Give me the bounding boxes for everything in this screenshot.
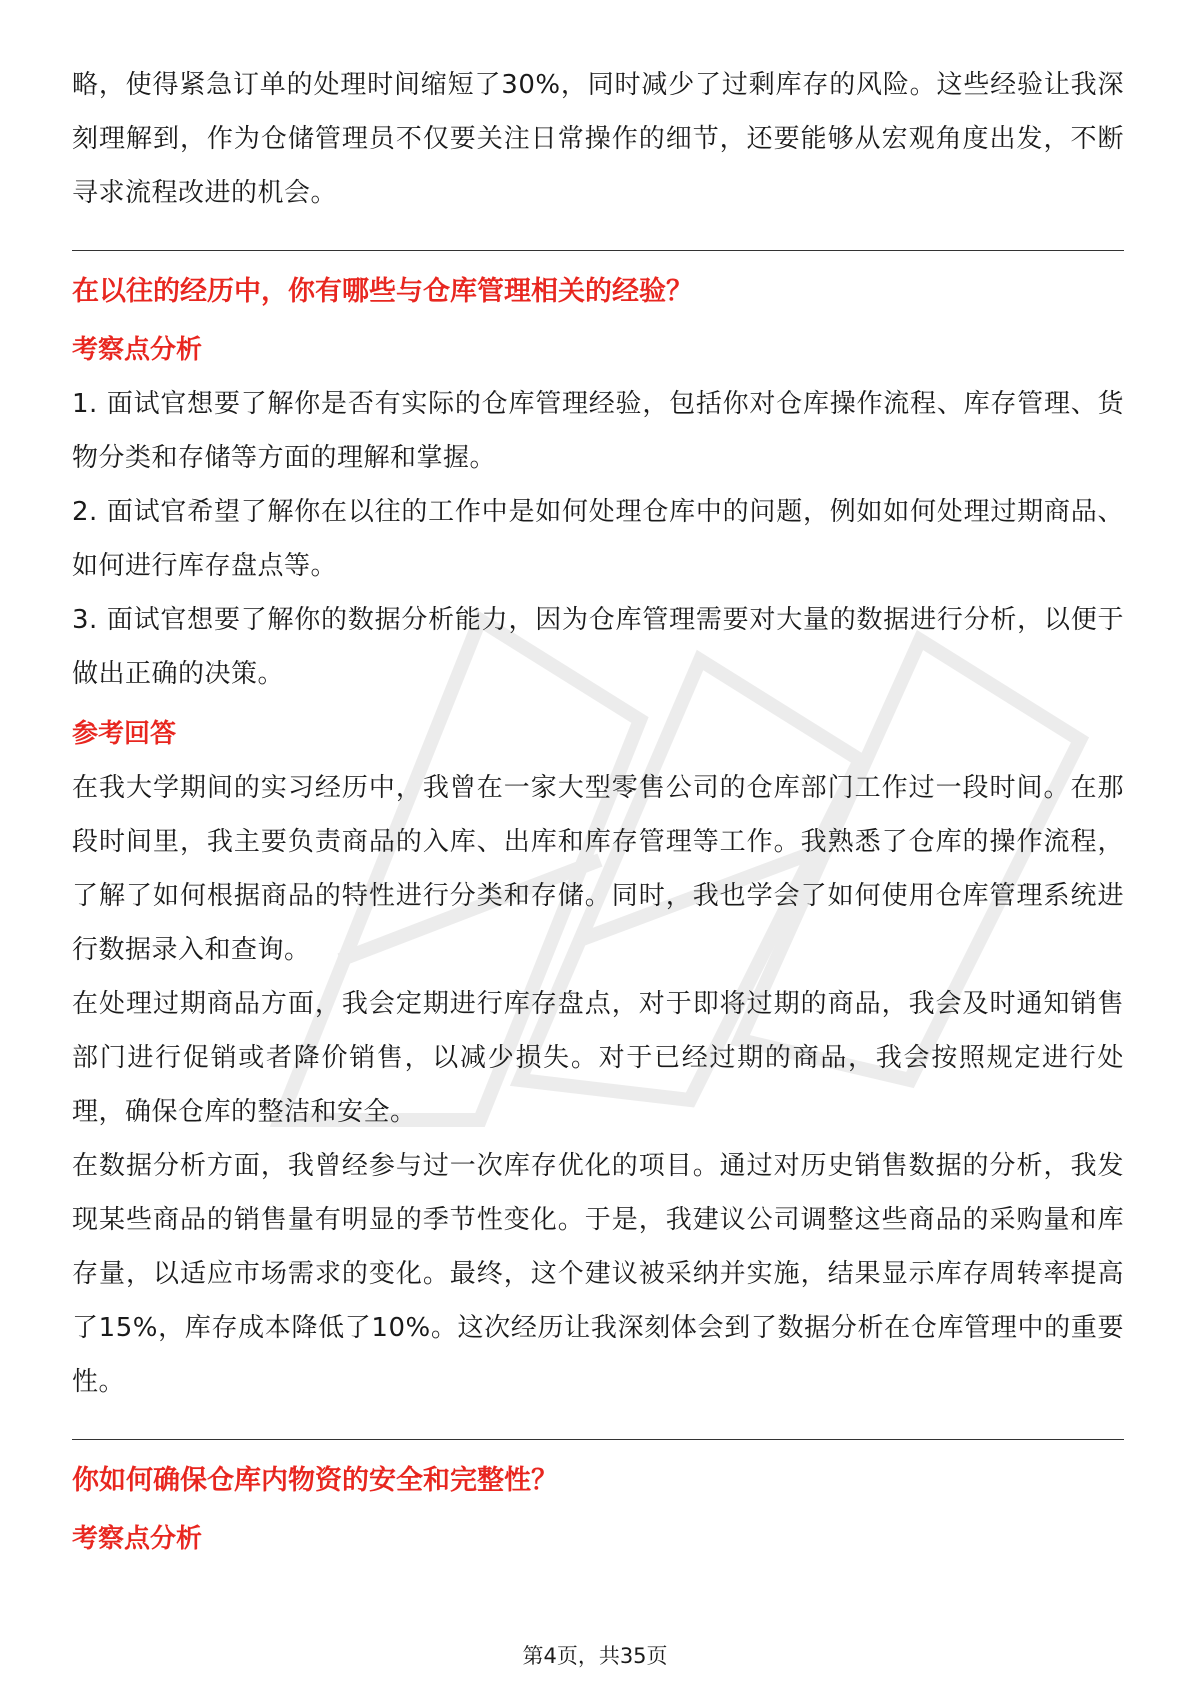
answer-paragraph-3: 在数据分析方面，我曾经参与过一次库存优化的项目。通过对历史销售数据的分析，我发现某些商品的销售量有明显的季节性变化。于是，我建议公司调整这些商品的采购量和库存量，以适应市场需求的变化。最终，这个建议被采纳并实施，结果显示库存周转率提高了15%，库存成本降低了10%。这次经历让我深刻体会到了数据分析在仓库管理中的重要性。 — [72, 1151, 1124, 1397]
analysis-heading: 考察点分析 — [72, 335, 203, 365]
analysis-item-2: 2. 面试官希望了解你在以往的工作中是如何处理仓库中的问题，例如如何处理过期商品、如何进行库存盘点等。 — [72, 497, 1124, 581]
analysis-heading: 考察点分析 — [72, 1524, 203, 1554]
section-divider — [72, 1439, 1124, 1440]
answer-paragraph-1: 在我大学期间的实习经历中，我曾在一家大型零售公司的仓库部门工作过一段时间。在那段时间里，我主要负责商品的入库、出库和库存管理等工作。我熟悉了仓库的操作流程，了解了如何根据商品的特性进行分类和存储。同时，我也学会了如何使用仓库管理系统进行数据录入和查询。 — [72, 773, 1124, 965]
document-page — [72, 58, 1124, 1566]
intro-paragraph: 略，使得紧急订单的处理时间缩短了30%，同时减少了过剩库存的风险。这些经验让我深刻理解到，作为仓储管理员不仅要关注日常操作的细节，还要能够从宏观角度出发，不断寻求流程改进的机会。 — [72, 70, 1124, 208]
answer-paragraph-2: 在处理过期商品方面，我会定期进行库存盘点，对于即将过期的商品，我会及时通知销售部门进行促销或者降价销售，以减少损失。对于已经过期的商品，我会按照规定进行处理，确保仓库的整洁和安全。 — [72, 989, 1124, 1127]
analysis-item-3: 3. 面试官想要了解你的数据分析能力，因为仓库管理需要对大量的数据进行分析，以便于做出正确的决策。 — [72, 605, 1124, 689]
page-footer: 第4页，共35页 — [522, 1644, 668, 1668]
analysis-item-1: 1. 面试官想要了解你是否有实际的仓库管理经验，包括你对仓库操作流程、库存管理、货物分类和存储等方面的理解和掌握。 — [72, 389, 1124, 473]
question-title: 你如何确保仓库内物资的安全和完整性？ — [72, 1465, 558, 1496]
section-divider — [72, 250, 1124, 251]
question-title: 在以往的经历中，你有哪些与仓库管理相关的经验？ — [72, 276, 693, 307]
answer-heading: 参考回答 — [72, 719, 177, 749]
